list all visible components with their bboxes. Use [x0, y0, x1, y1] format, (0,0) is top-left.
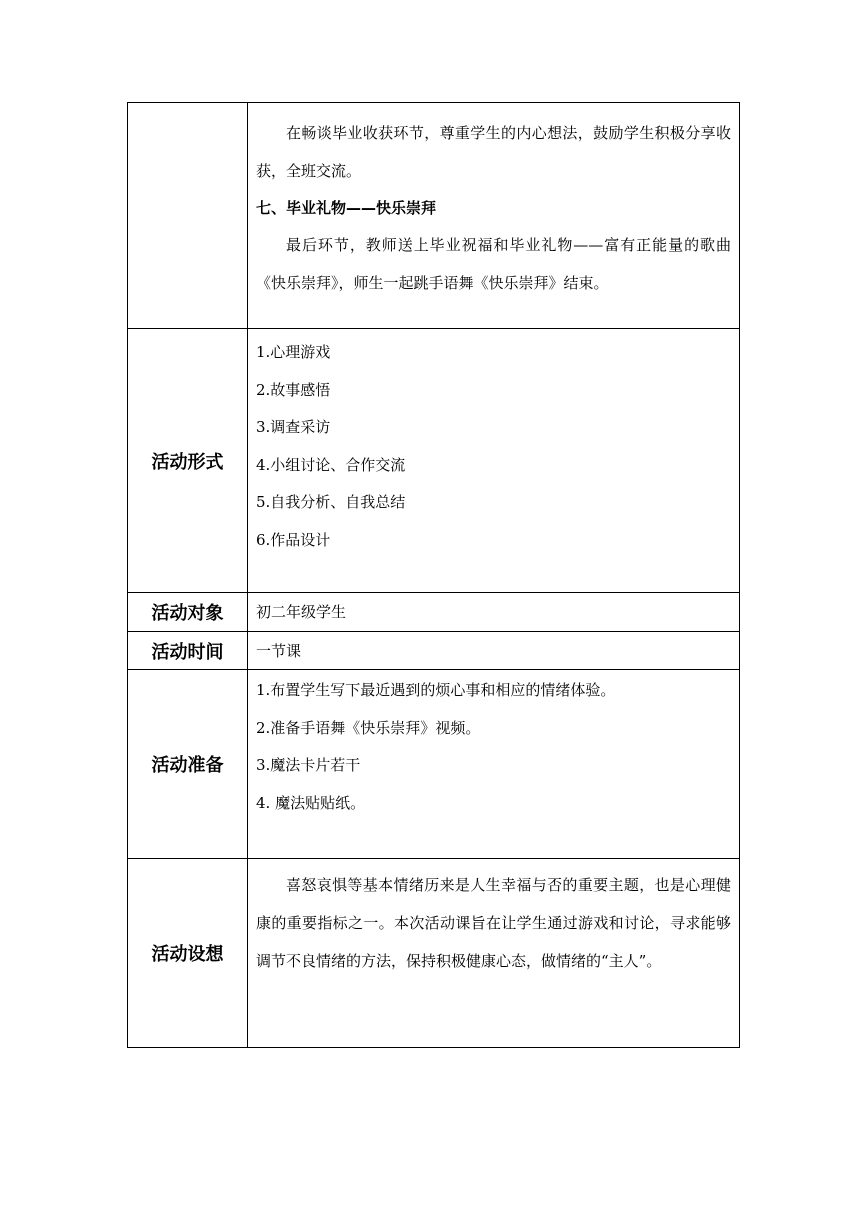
list-item: 5.自我分析、自我总结 — [256, 493, 406, 511]
row-continuation — [128, 103, 740, 329]
label-empty — [128, 103, 248, 329]
label-activity-target: 活动对象 — [128, 593, 248, 632]
label-activity-form: 活动形式 — [128, 329, 248, 593]
activity-plan-table — [127, 102, 740, 1048]
paragraph-graduation-harvest: 在畅谈毕业收获环节，尊重学生的内心想法，鼓励学生积极分享收获，全班交流。 — [256, 124, 731, 180]
list-item: 4. 魔法贴贴纸。 — [256, 793, 366, 812]
content-continuation — [248, 103, 740, 329]
row-activity-time — [128, 632, 740, 670]
content-activity-form — [248, 329, 740, 593]
content-activity-time — [248, 632, 740, 670]
list-item: 2.准备手语舞《快乐崇拜》视频。 — [256, 718, 481, 737]
content-activity-prep — [248, 670, 740, 859]
row-activity-prep — [128, 670, 740, 859]
label-activity-time: 活动时间 — [128, 632, 248, 670]
label-activity-prep: 活动准备 — [128, 670, 248, 859]
section-heading: 七、毕业礼物——快乐崇拜 — [256, 199, 437, 217]
time-value: 一节课 — [256, 641, 302, 660]
list-item: 2.故事感悟 — [256, 380, 331, 399]
list-item: 4.小组讨论、合作交流 — [256, 455, 406, 474]
list-item: 3.魔法卡片若干 — [256, 756, 361, 774]
list-item: 3.调查采访 — [256, 418, 331, 436]
row-activity-form — [128, 329, 740, 593]
paragraph-activity-idea: 喜怒哀惧等基本情绪历来是人生幸福与否的重要主题，也是心理健康的重要指标之一。本次活动课旨在让学生通过游戏和讨论，寻求能够调节不良情绪的方法，保持积极健康心态，做情绪的“主人”。 — [256, 876, 731, 970]
label-activity-idea: 活动设想 — [128, 859, 248, 1048]
content-activity-idea — [248, 859, 740, 1048]
paragraph-graduation-gift: 最后环节，教师送上毕业祝福和毕业礼物——富有正能量的歌曲《快乐崇拜》，师生一起跳手语舞《快乐崇拜》结束。 — [256, 236, 731, 292]
row-activity-idea — [128, 859, 740, 1048]
row-activity-target — [128, 593, 740, 632]
list-item: 6.作品设计 — [256, 530, 331, 549]
list-item: 1.心理游戏 — [256, 343, 331, 361]
content-activity-target — [248, 593, 740, 632]
target-value: 初二年级学生 — [256, 603, 347, 621]
list-item: 1.布置学生写下最近遇到的烦心事和相应的情绪体验。 — [256, 681, 616, 699]
